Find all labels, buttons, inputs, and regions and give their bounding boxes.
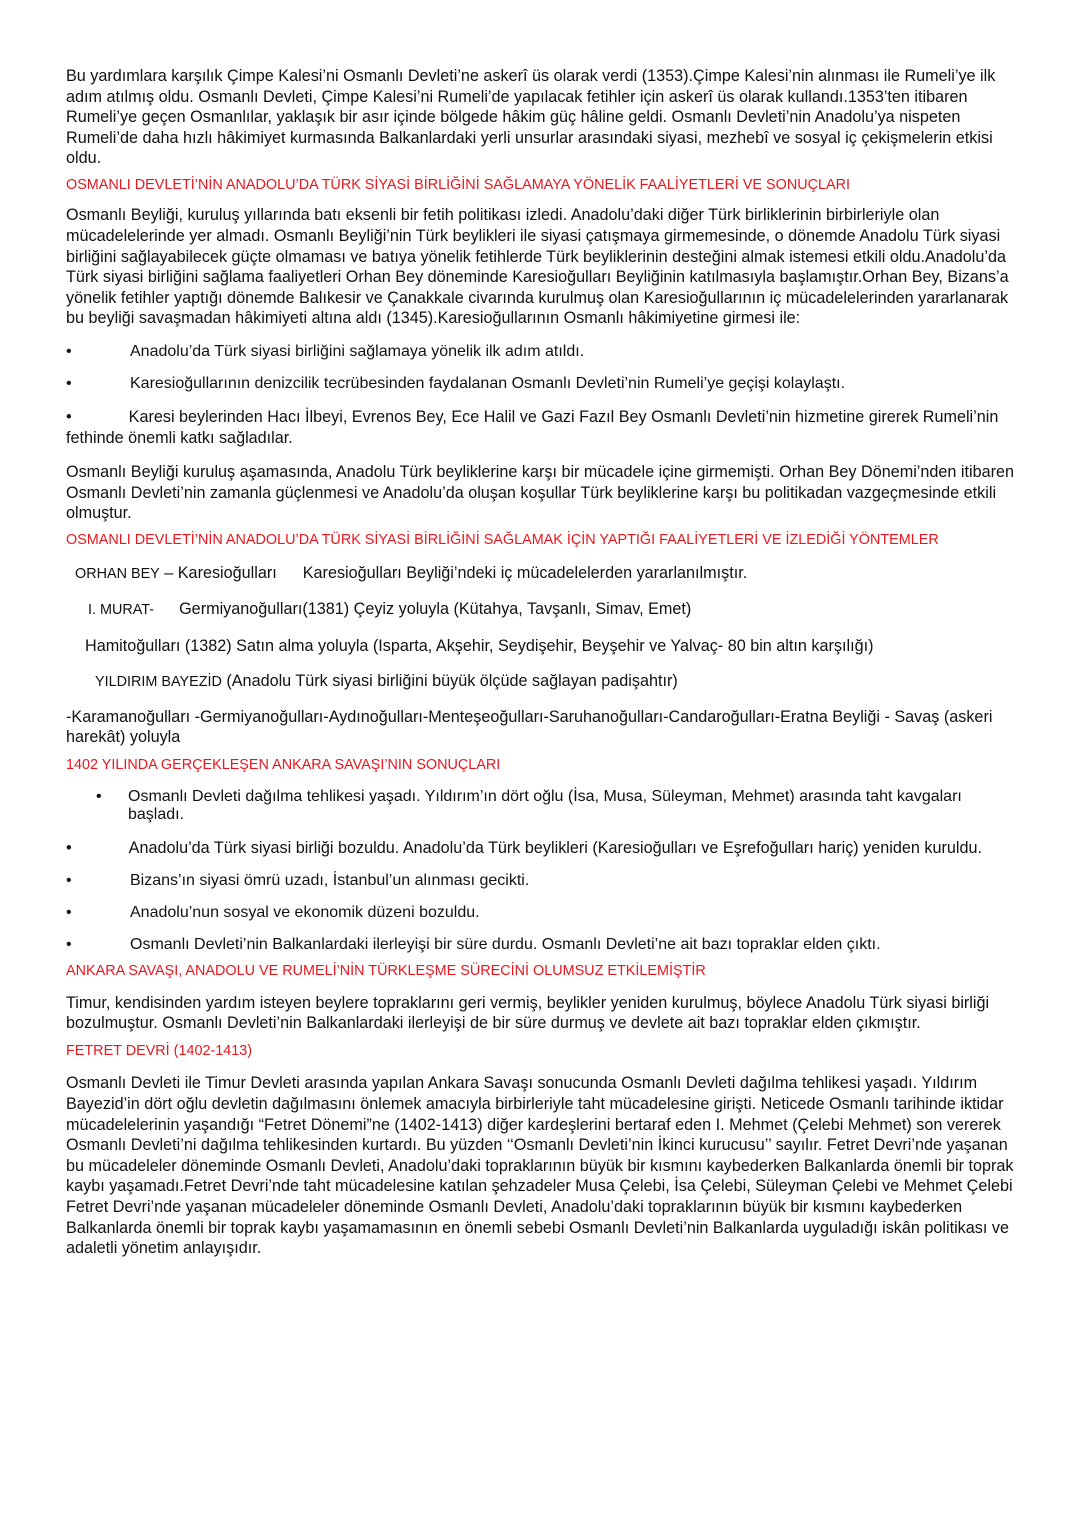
row-yildirim (66, 671, 1014, 693)
yildirim-label: YILDIRIM BAYEZİD (95, 674, 222, 691)
list-item-text: Karesioğullarının denizcilik tecrübesinden faydalanan Osmanlı Devleti’nin Rumeli’ye geçişi kolaylaştı. (130, 375, 846, 393)
murat-label: I. MURAT- (88, 602, 155, 619)
bullet-icon: • (66, 343, 72, 361)
list-item-text: Karesi beylerinden Hacı İlbeyi, Evrenos Bey, Ece Halil ve Gazi Fazıl Bey Osmanlı Devleti’nin hizmetine girerek Rumeli’nin fethinde önemli katkı sağladılar. (66, 408, 999, 447)
list-item (66, 343, 1014, 361)
list-item-text: Anadolu’da Türk siyasi birliğini sağlamaya yönelik ilk adım atıldı. (130, 343, 585, 361)
heading-anadolu-birligi: OSMANLI DEVLETİ’NİN ANADOLU’DA TÜRK SİYASİ BİRLİĞİNİ SAĞLAMAYA YÖNELİK FAALİYETLERİ VE SONUÇLARI (66, 176, 850, 193)
list-item (66, 375, 1014, 393)
bullet-icon: • (66, 838, 72, 857)
bullet-icon: • (66, 408, 72, 427)
paragraph-osmanli-beyligi: Osmanlı Beyliği, kuruluş yıllarında batı eksenli bir fetih politikası izledi. Anadolu’daki diğer Türk birliklerinin birbirleriyle olan mücadelelerinde yer almadı. Osmanlı Beyliği’nin Türk beylikleri ile siyasi çatışmaya girmemesinde, o dönemde Anadolu Türk siyasi birliğini sağlayabilecek güçte olmaması ve batıya yönelik fetihlerde Türk beyliklerinin desteğini almak istemesi etkili oldu.Anadolu’da Türk siyasi birliğini sağlama faaliyetleri Orhan Bey döneminde Karesioğulları Beyliğinin katılmasıyla başlamıştır.Orhan Bey, Bizans’a yönelik fetihler yaptığı dönemde Balıkesir ve Çanakkale civarında kurulmuş olan Karesioğullarının iç mücadelelerinden yararlanarak bu beyliği savaşmadan hâkimiyeti altına aldı (1345).Karesioğullarının Osmanlı hâkimiyetine girmesi ile: (66, 206, 1009, 328)
heading-fetret-devri: FETRET DEVRİ (1402-1413) (66, 1042, 253, 1059)
orhan-label: ORHAN BEY (75, 565, 160, 582)
list-item-text: Bizans’ın siyasi ömrü uzadı, İstanbul’un alınması gecikti. (130, 872, 530, 890)
paragraph-beylikler: -Karamanoğulları -Germiyanoğulları-Aydınoğulları-Menteşeoğulları-Saruhanoğulları-Candaroğulları-Eratna Beyliği - Savaş (askeri harekât) yoluyla (66, 707, 993, 747)
paragraph-fetret: Osmanlı Devleti ile Timur Devleti arasında yapılan Ankara Savaşı sonucunda Osmanlı Devleti dağılma tehlikesi yaşadı. Yıldırım Bayezid’in dört oğlu devletin dağılmasını önlemek amacıyla birbirleriyle taht mücadelesine girişti. Neticede Osmanlı tarihinde iktidar mücadelelerinin yaşandığı “Fetret Dönemi”ne (1402-1413) diğer kardeşlerini bertaraf eden I. Mehmet (Çelebi Mehmet) son vererek Osmanlı Devleti’ni dağılma tehlikesinden kurtardı. Bu yüzden ‘‘Osmanlı Devleti’nin İkinci kurucusu’’ sayılır. Fetret Devri’nde yaşanan bu mücadeleler döneminde Osmanlı Devleti, Anadolu’daki topraklarının büyük bir kısmını kaybederken Balkanlarda önemli bir toprak kaybı yaşamadı.Fetret Devri’nde taht mücadelesine katılan şehzadeler Musa Çelebi, İsa Çelebi, Süleyman Çelebi ve Mehmet Çelebi Fetret Devri’nde yaşanan mücadeleler döneminde Osmanlı Devleti, Anadolu’daki topraklarının büyük bir kısmını kaybederken Balkanlarda önemli bir toprak kaybı yaşamamasının en önemli sebebi Osmanlı Devleti’nin Balkanlarda uyguladığı iskân politikası ve adaletli yönetim anlayışıdır. (66, 1074, 1014, 1258)
heading-turklesme: ANKARA SAVAŞI, ANADOLU VE RUMELİ’NİN TÜRKLEŞME SÜRECİNİ OLUMSUZ ETKİLEMİŞTİR (66, 963, 706, 980)
document-page (66, 66, 1014, 1259)
row-hamitogullari: Hamitoğulları (1382) Satın alma yoluyla (Isparta, Akşehir, Seydişehir, Beyşehir ve Yalvaç- 80 bin altın karşılığı) (85, 636, 874, 655)
list-item (66, 904, 1014, 922)
paragraph-kurulus: Osmanlı Beyliği kuruluş aşamasında, Anadolu Türk beyliklerine karşı bir mücadele içine girmemişti. Orhan Bey Dönemi’nden itibaren Osmanlı Devleti’nin zamanla güçlenmesi ve Anadolu’da oluşan koşullar Türk beyliklerine karşı bu politikadan vazgeçmesinde etkili olmuştur. (66, 463, 1015, 523)
list-item (66, 788, 1014, 824)
paragraph-timur: Timur, kendisinden yardım isteyen beylere topraklarını geri vermiş, beylikler yeniden kurulmuş, böylece Anadolu Türk siyasi birliği bozulmuştur. Osmanlı Devleti’nin Balkanlardaki ilerleyişi de bir süre durmuş ve devlete ait bazı topraklar elden çıkmıştır. (66, 993, 990, 1033)
bullet-icon: • (66, 375, 72, 393)
list-item (66, 936, 1014, 954)
orhan-note: Karesioğulları Beyliği’ndeki iç mücadelelerden yararlanılmıştır. (302, 563, 748, 582)
row-murat (66, 599, 1014, 621)
bullet-icon: • (66, 904, 72, 922)
list-item-text: Anadolu’nun sosyal ve ekonomik düzeni bozuldu. (130, 904, 480, 922)
yildirim-text: (Anadolu Türk siyasi birliğini büyük ölçüde sağlayan padişahtır) (221, 672, 678, 691)
list-item-text: Anadolu’da Türk siyasi birliği bozuldu. Anadolu’da Türk beylikleri (Karesioğulları ve Eşrefoğulları hariç) yeniden kuruldu. (128, 838, 982, 857)
bullet-icon: • (96, 787, 102, 805)
list-item-text: Osmanlı Devleti’nin Balkanlardaki ilerleyişi bir süre durdu. Osmanlı Devleti’ne ait bazı topraklar elden çıktı. (130, 936, 881, 954)
murat-text: Germiyanoğulları(1381) Çeyiz yoluyla (Kütahya, Tavşanlı, Simav, Emet) (179, 600, 692, 619)
heading-ankara-savasi: 1402 YILINDA GERÇEKLEŞEN ANKARA SAVAŞI’NIN SONUÇLARI (66, 757, 501, 774)
orhan-target: – Karesioğulları (159, 563, 277, 582)
bullet-icon: • (66, 872, 72, 890)
paragraph-cimpe: Bu yardımlara karşılık Çimpe Kalesi’ni Osmanlı Devleti’ne askerî üs olarak verdi (1353).Çimpe Kalesi’nin alınması ile Rumeli’ye ilk adım atılmış oldu. Osmanlı Devleti, Çimpe Kalesi’ni Rumeli’de yapılacak fetihler için askerî üs olarak kullandı.1353’ten itibaren Rumeli’ye geçen Osmanlılar, yaklaşık bir asır içinde bölgede hâkim güç hâline geldi. Osmanlı Devleti’nin Anadolu’ya nispeten Rumeli’de daha hızlı hâkimiyet kurmasında Balkanlardaki yerli unsurlar arasındaki siyasi, mezhebî ve sosyal iç çekişmelerin etkisi oldu. (66, 67, 996, 168)
bullet-icon: • (66, 936, 72, 954)
list-item-text: Osmanlı Devleti dağılma tehlikesi yaşadı. Yıldırım’ın dört oğlu (İsa, Musa, Süleyman, Mehmet) arasında taht kavgaları başladı. (128, 787, 962, 823)
list-item-wrapped (66, 407, 1014, 448)
list-item (66, 872, 1014, 890)
list-item-wrapped (66, 838, 1014, 859)
row-orhan-bey (66, 563, 1014, 585)
heading-faaliyetler: OSMANLI DEVLETİ’NİN ANADOLU’DA TÜRK SİYASİ BİRLİĞİNİ SAĞLAMAK İÇİN YAPTIĞI FAALİYETLERİ VE İZLEDİĞİ YÖNTEMLER (66, 532, 939, 548)
